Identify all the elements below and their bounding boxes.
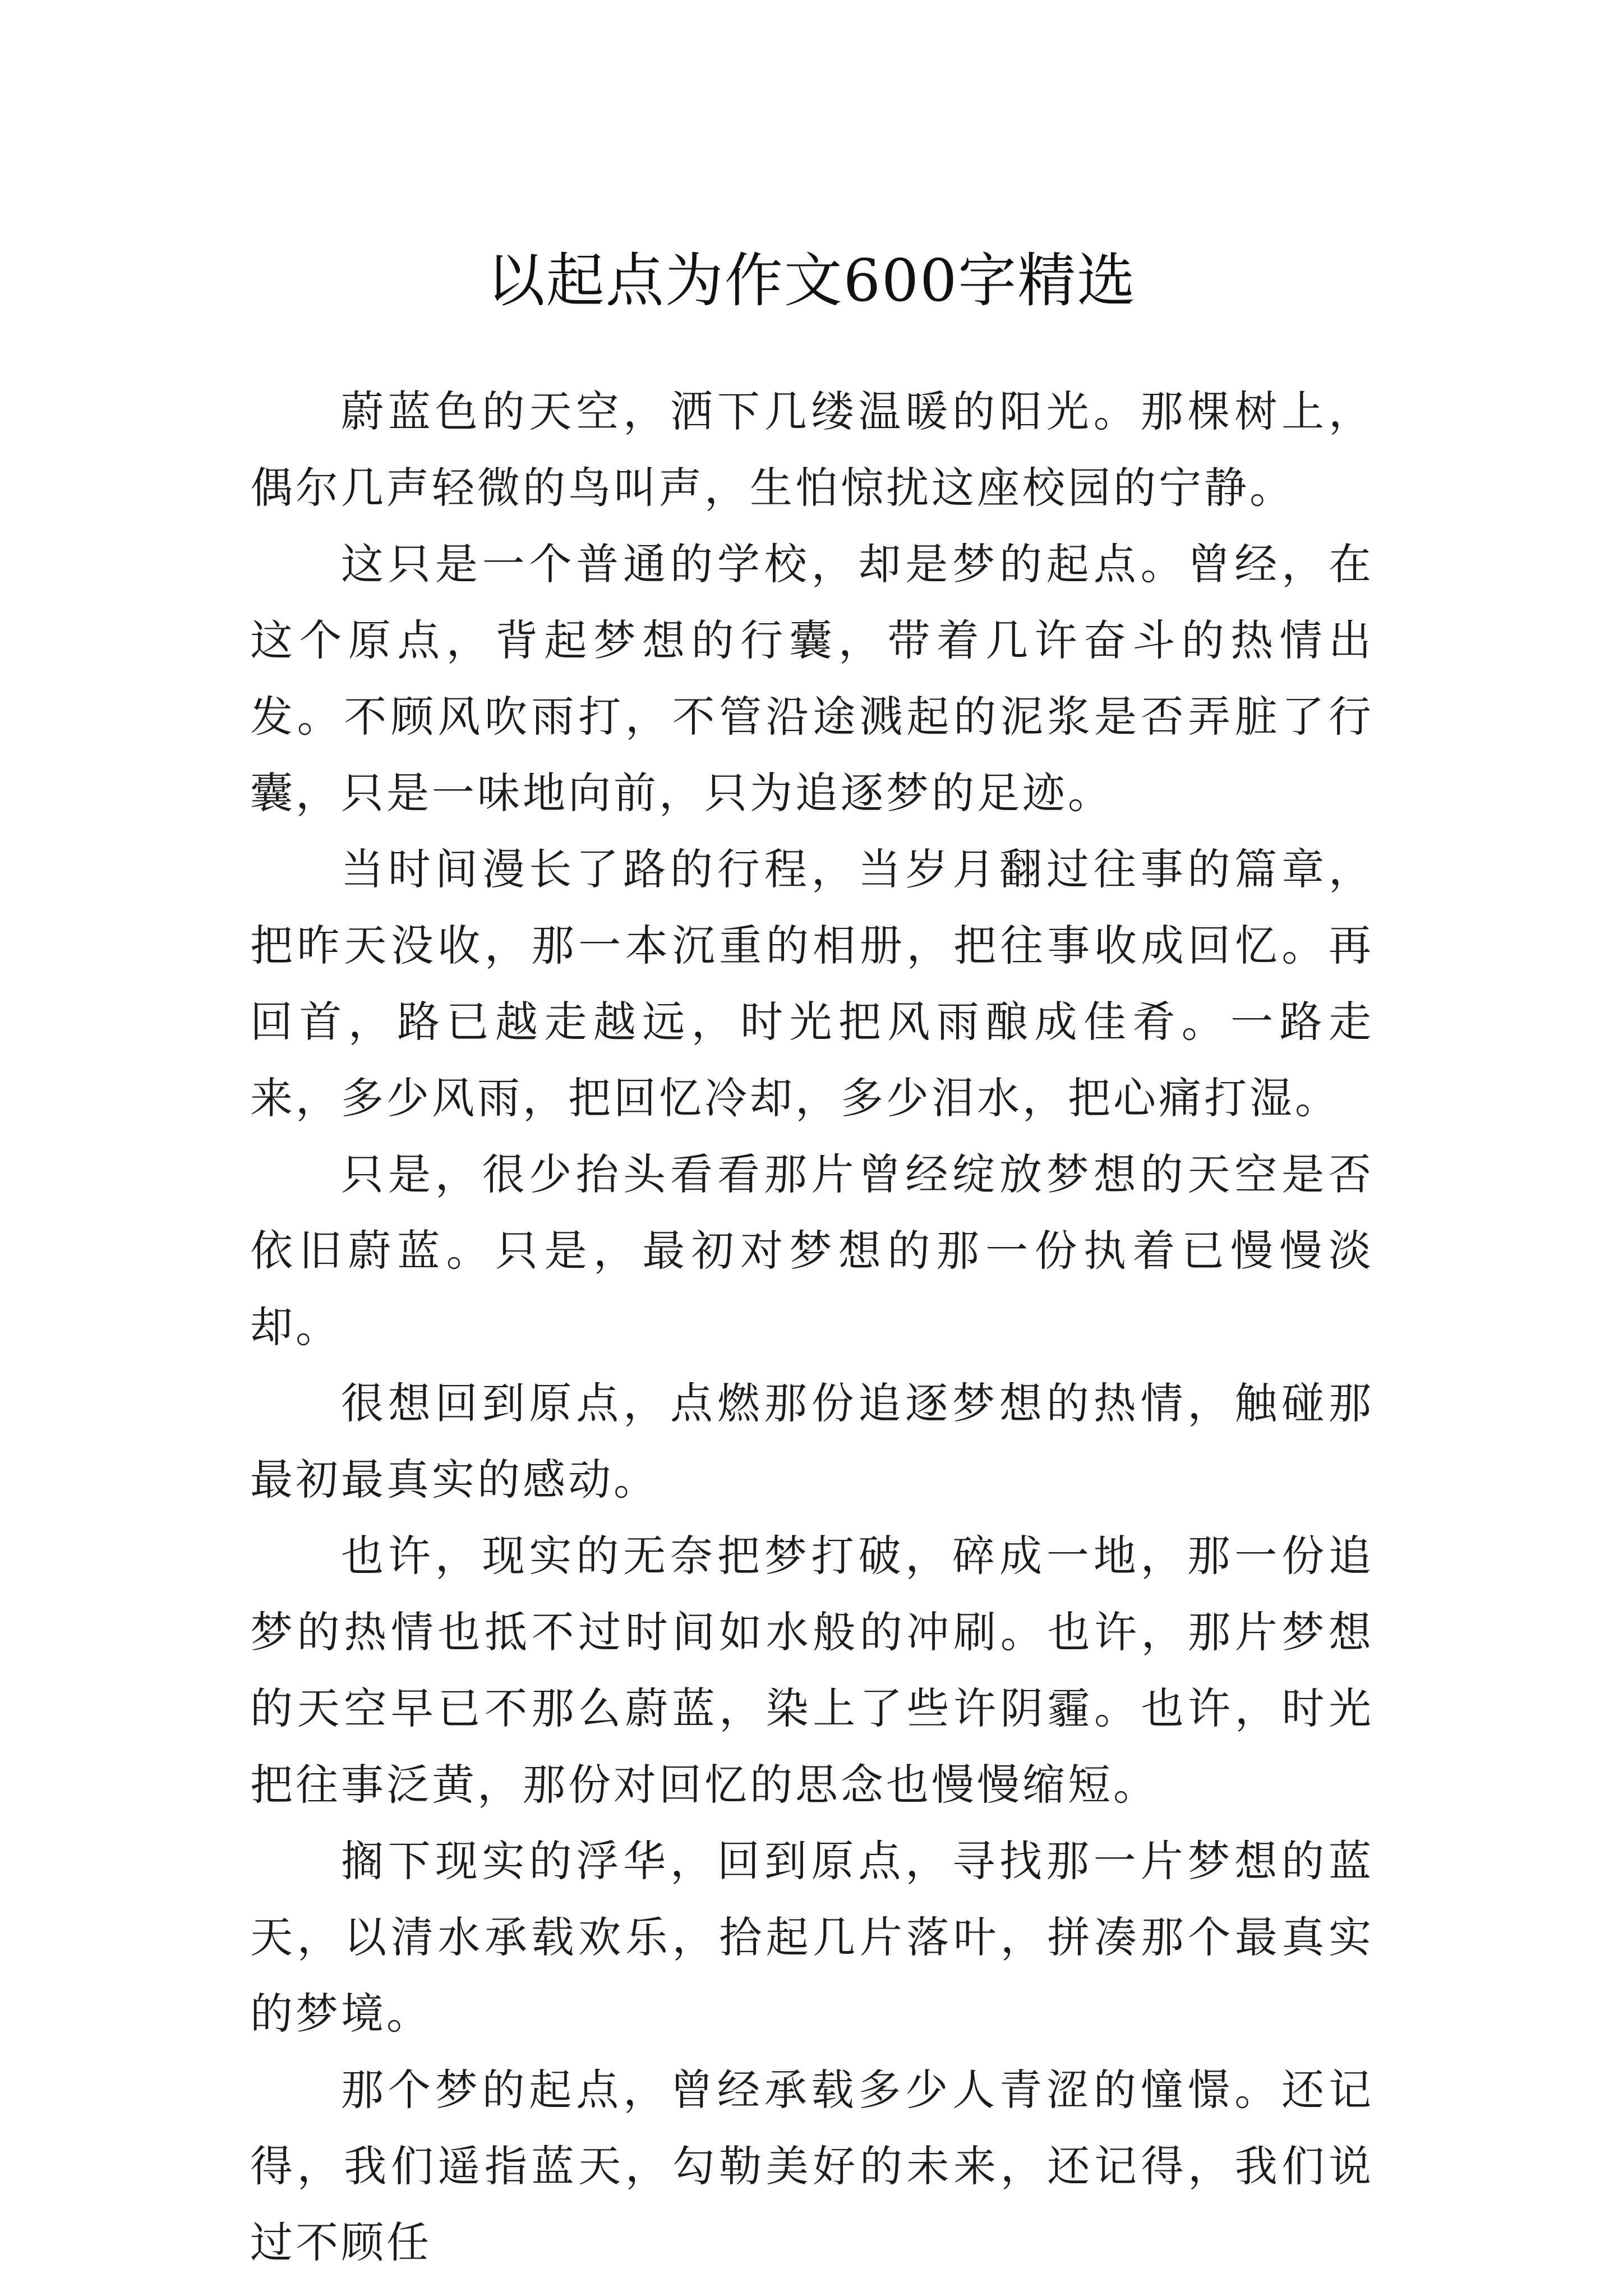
paragraph-6: 也许，现实的无奈把梦打破，碎成一地，那一份追梦的热情也抵不过时间如水般的冲刷。也许，那片梦想的天空早已不那么蔚蓝，染上了些许阴霾。也许，时光把往事泛黄，那份对回忆的思念也慢慢缩短。	[250, 1531, 1374, 1810]
paragraph-3: 当时间漫长了路的行程，当岁月翻过往事的篇章，把昨天没收，那一本沉重的相册，把往事收成回忆。再回首，路已越走越远，时光把风雨酿成佳肴。一路走来，多少风雨，把回忆冷却，多少泪水，把心痛打湿。	[250, 844, 1374, 1123]
paragraph-1: 蔚蓝色的天空，洒下几缕温暖的阳光。那棵树上，偶尔几声轻微的鸟叫声，生怕惊扰这座校园的宁静。	[250, 386, 1374, 513]
paragraph-4: 只是，很少抬头看看那片曾经绽放梦想的天空是否依旧蔚蓝。只是，最初对梦想的那一份执着已慢慢淡却。	[250, 1149, 1374, 1352]
paragraph-7: 搁下现实的浮华，回到原点，寻找那一片梦想的蓝天，以清水承载欢乐，拾起几片落叶，拼凑那个最真实的梦境。	[250, 1836, 1374, 2039]
document-title: 以起点为作文600字精选	[486, 246, 1137, 315]
paragraph-5: 很想回到原点，点燃那份追逐梦想的热情，触碰那最初最真实的感动。	[250, 1378, 1374, 1504]
paragraph-2: 这只是一个普通的学校，却是梦的起点。曾经，在这个原点，背起梦想的行囊，带着几许奋斗的热情出发。不顾风吹雨打，不管沿途溅起的泥浆是否弄脏了行囊，只是一味地向前，只为追逐梦的足迹。	[250, 539, 1374, 818]
document-body	[250, 374, 1374, 2281]
paragraph-8: 那个梦的起点，曾经承载多少人青涩的憧憬。还记得，我们遥指蓝天，勾勒美好的未来，还记得，我们说过不顾任	[250, 2065, 1374, 2267]
